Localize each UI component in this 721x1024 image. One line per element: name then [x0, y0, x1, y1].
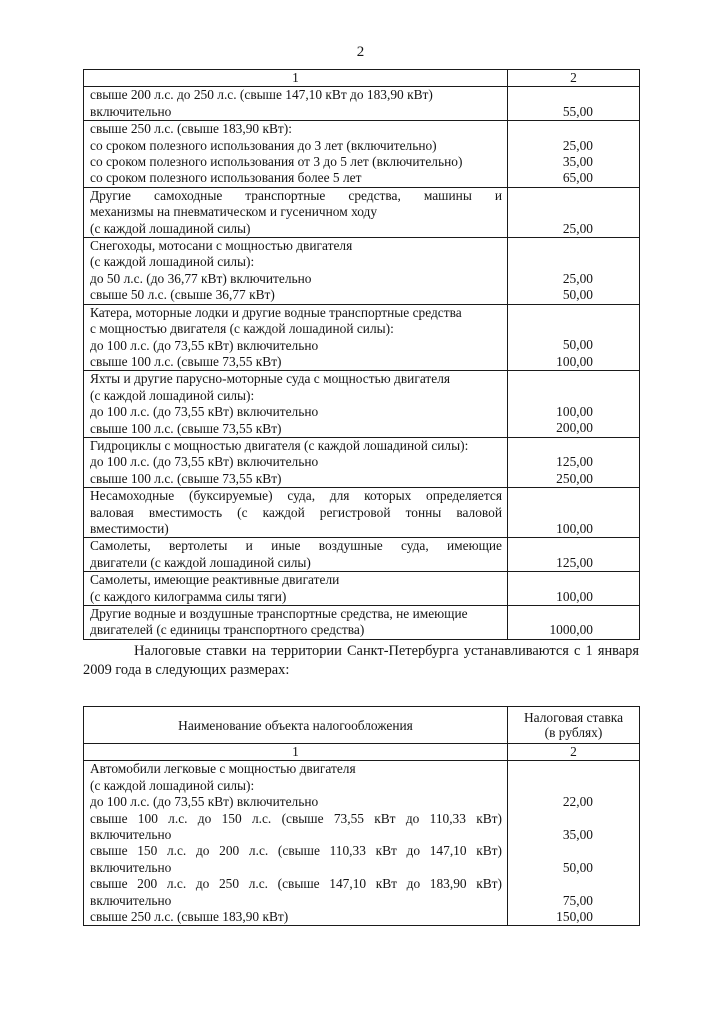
column-number-row [84, 70, 640, 87]
header-object-name: Наименование объекта налогообложения [84, 707, 508, 744]
description-line: валовая вместимость (с каждой регистровой тонны валовой [90, 504, 502, 520]
table-row [84, 371, 640, 438]
tax-rate-cell [508, 87, 640, 121]
description-line: Самолеты, имеющие реактивные двигатели [90, 572, 340, 588]
tax-rate-value: 150,00 [556, 908, 593, 924]
description-line: свыше 100 л.с. до 150 л.с. (свыше 73,55 кВт до 110,33 кВт) [90, 810, 502, 826]
tax-rate-value: 25,00 [562, 137, 593, 153]
table-row [84, 304, 640, 371]
column-number-1: 1 [84, 744, 508, 761]
table-row [84, 437, 640, 487]
tax-rate-value: 250,00 [556, 470, 593, 486]
intro-paragraph [83, 642, 639, 680]
description-line: (с каждого килограмма силы тяги) [90, 588, 287, 604]
tax-rate-value: 35,00 [562, 154, 593, 169]
object-description [84, 238, 508, 305]
table-row [84, 761, 640, 926]
table-row [84, 538, 640, 572]
column-number-2: 2 [508, 70, 640, 87]
description-line: до 100 л.с. (до 73,55 кВт) включительно [90, 337, 319, 353]
tax-rate-value [514, 811, 593, 827]
tax-rate-value [514, 188, 593, 204]
object-description [84, 488, 508, 538]
tax-rate-cell [508, 371, 640, 438]
description-line: включительно [90, 103, 172, 119]
tax-rate-value: 100,00 [556, 520, 593, 536]
tax-rate-cell [508, 488, 640, 538]
description-line: включительно [90, 892, 172, 908]
tax-rate-cell [508, 538, 640, 572]
tax-rate-value: 100,00 [556, 353, 593, 369]
description-line: Другие самоходные транспортные средства, машины и [90, 187, 502, 203]
tax-rate-value: 100,00 [556, 588, 593, 604]
object-description [84, 304, 508, 371]
description-line: до 100 л.с. (до 73,55 кВт) включительно [90, 404, 319, 420]
tax-rate-value: 75,00 [562, 892, 593, 908]
tax-rate-cell [508, 238, 640, 305]
tax-rate-cell [508, 572, 640, 606]
description-line: свыше 200 л.с. до 250 л.с. (свыше 147,10 кВт до 183,90 кВт) [90, 876, 502, 892]
tax-rate-value [514, 538, 593, 554]
tax-rate-value [514, 371, 593, 387]
tax-rate-value [514, 87, 593, 103]
tax-rate-value: 35,00 [562, 826, 593, 842]
description-line: (с каждой лошадиной силы): [90, 387, 255, 403]
tax-rate-value [514, 778, 593, 794]
paragraph-line: Налоговые ставки на территории Санкт-Петербурга устанавливаются с 1 января [134, 643, 639, 659]
tax-rate-value: 125,00 [556, 454, 593, 470]
description-line: свыше 250 л.с. (свыше 183,90 кВт): [90, 121, 292, 137]
paragraph-line: 2009 года в следующих размерах: [83, 662, 290, 678]
header-tax-rate [508, 707, 640, 744]
tax-rate-value: 50,00 [562, 287, 593, 303]
tax-rate-value: 55,00 [562, 103, 593, 119]
description-line: свыше 200 л.с. до 250 л.с. (свыше 147,10 кВт до 183,90 кВт) [90, 87, 433, 103]
object-description [84, 371, 508, 438]
description-line: со сроком полезного использования от 3 до 5 лет (включительно) [90, 154, 463, 170]
description-line: свыше 100 л.с. (свыше 73,55 кВт) [90, 470, 282, 486]
header-tax-rate-line: Налоговая ставка [523, 710, 624, 725]
tax-rate-value: 50,00 [562, 337, 593, 353]
tax-rate-value [514, 238, 593, 254]
tax-rate-value: 65,00 [562, 170, 593, 186]
tax-rate-value: 25,00 [562, 270, 593, 286]
header-row [84, 707, 640, 744]
description-line: механизмы на пневматическом и гусеничном ходу [90, 204, 378, 220]
description-line: вместимости) [90, 520, 169, 536]
tax-rate-value [514, 438, 593, 454]
description-line: свыше 150 л.с. до 200 л.с. (свыше 110,33 кВт до 147,10 кВт) [90, 843, 502, 859]
description-line: Самолеты, вертолеты и иные воздушные суда, имеющие [90, 538, 502, 554]
tax-rate-cell [508, 606, 640, 640]
description-line: (с каждой лошадиной силы): [90, 254, 255, 270]
tax-rate-value [514, 572, 593, 588]
tax-rate-value: 200,00 [556, 420, 593, 436]
description-line: свыше 100 л.с. (свыше 73,55 кВт) [90, 353, 282, 369]
tax-rate-value [514, 388, 593, 404]
description-line: включительно [90, 859, 172, 875]
description-line: Катера, моторные лодки и другие водные транспортные средства [90, 304, 462, 320]
column-number-2: 2 [508, 744, 640, 761]
object-description [84, 606, 508, 640]
description-line: Автомобили легковые с мощностью двигателя [90, 761, 356, 777]
page-number: 2 [356, 44, 365, 60]
object-description [84, 121, 508, 188]
description-line: свыше 50 л.с. (свыше 36,77 кВт) [90, 287, 275, 303]
tax-rate-cell [508, 437, 640, 487]
column-number-1: 1 [84, 70, 508, 87]
tax-rate-value: 1000,00 [549, 622, 593, 638]
tax-rate-value [514, 204, 593, 220]
object-description [84, 187, 508, 237]
table-row [84, 488, 640, 538]
description-line: со сроком полезного использования до 3 лет (включительно) [90, 137, 437, 153]
description-line: свыше 100 л.с. (свыше 73,55 кВт) [90, 420, 282, 436]
description-line: Снегоходы, мотосани с мощностью двигателя [90, 238, 353, 254]
table-row [84, 187, 640, 237]
tax-rate-cell [508, 187, 640, 237]
tax-rate-value [514, 761, 593, 777]
tax-rate-value [514, 505, 593, 521]
tax-rate-value: 25,00 [562, 220, 593, 236]
tax-rate-cell [508, 761, 640, 926]
description-line: Гидроциклы с мощностью двигателя (с каждой лошадиной силы): [90, 437, 469, 453]
tax-rate-value: 125,00 [556, 554, 593, 570]
tax-rates-table [83, 69, 640, 640]
description-line: Несамоходные (буксируемые) суда, для которых определяется [90, 488, 502, 504]
description-line: двигателей (с единицы транспортного средства) [90, 622, 365, 638]
description-line: с мощностью двигателя (с каждой лошадиной силы): [90, 321, 394, 337]
description-line: со сроком полезного использования более 5 лет [90, 170, 362, 186]
description-line: (с каждой лошадиной силы): [90, 777, 255, 793]
tax-rate-value [514, 254, 593, 270]
table-row [84, 121, 640, 188]
tax-rate-cell [508, 304, 640, 371]
tax-rate-value [514, 876, 593, 892]
object-description [84, 761, 508, 926]
description-line: свыше 250 л.с. (свыше 183,90 кВт) [90, 909, 289, 925]
table-row [84, 87, 640, 121]
tax-rate-value [514, 305, 593, 321]
table-row [84, 238, 640, 305]
header-tax-rate-line: (в рублях) [544, 725, 603, 740]
tax-rate-value [514, 606, 593, 622]
tax-rate-cell [508, 121, 640, 188]
table-row [84, 572, 640, 606]
description-line: до 50 л.с. (до 36,77 кВт) включительно [90, 270, 312, 286]
tax-rate-value: 22,00 [562, 794, 593, 810]
description-line: (с каждой лошадиной силы) [90, 220, 251, 236]
object-description [84, 538, 508, 572]
description-line: Яхты и другие парусно-моторные суда с мощностью двигателя [90, 371, 451, 387]
object-description [84, 572, 508, 606]
tax-rate-value [514, 488, 593, 504]
tax-rate-value: 50,00 [562, 859, 593, 875]
tax-rate-value [514, 843, 593, 859]
spb-tax-rates-table [83, 706, 640, 926]
column-number-row [84, 744, 640, 761]
tax-rate-value [514, 121, 593, 137]
description-line: двигатели (с каждой лошадиной силы) [90, 554, 311, 570]
table-row [84, 606, 640, 640]
tax-rate-value: 100,00 [556, 404, 593, 420]
description-line: включительно [90, 827, 172, 843]
description-line: Другие водные и воздушные транспортные средства, не имеющие [90, 606, 468, 621]
tax-rate-value [514, 321, 593, 337]
object-description [84, 87, 508, 121]
description-line: до 100 л.с. (до 73,55 кВт) включительно [90, 794, 319, 810]
description-line: до 100 л.с. (до 73,55 кВт) включительно [90, 454, 319, 470]
object-description [84, 437, 508, 487]
